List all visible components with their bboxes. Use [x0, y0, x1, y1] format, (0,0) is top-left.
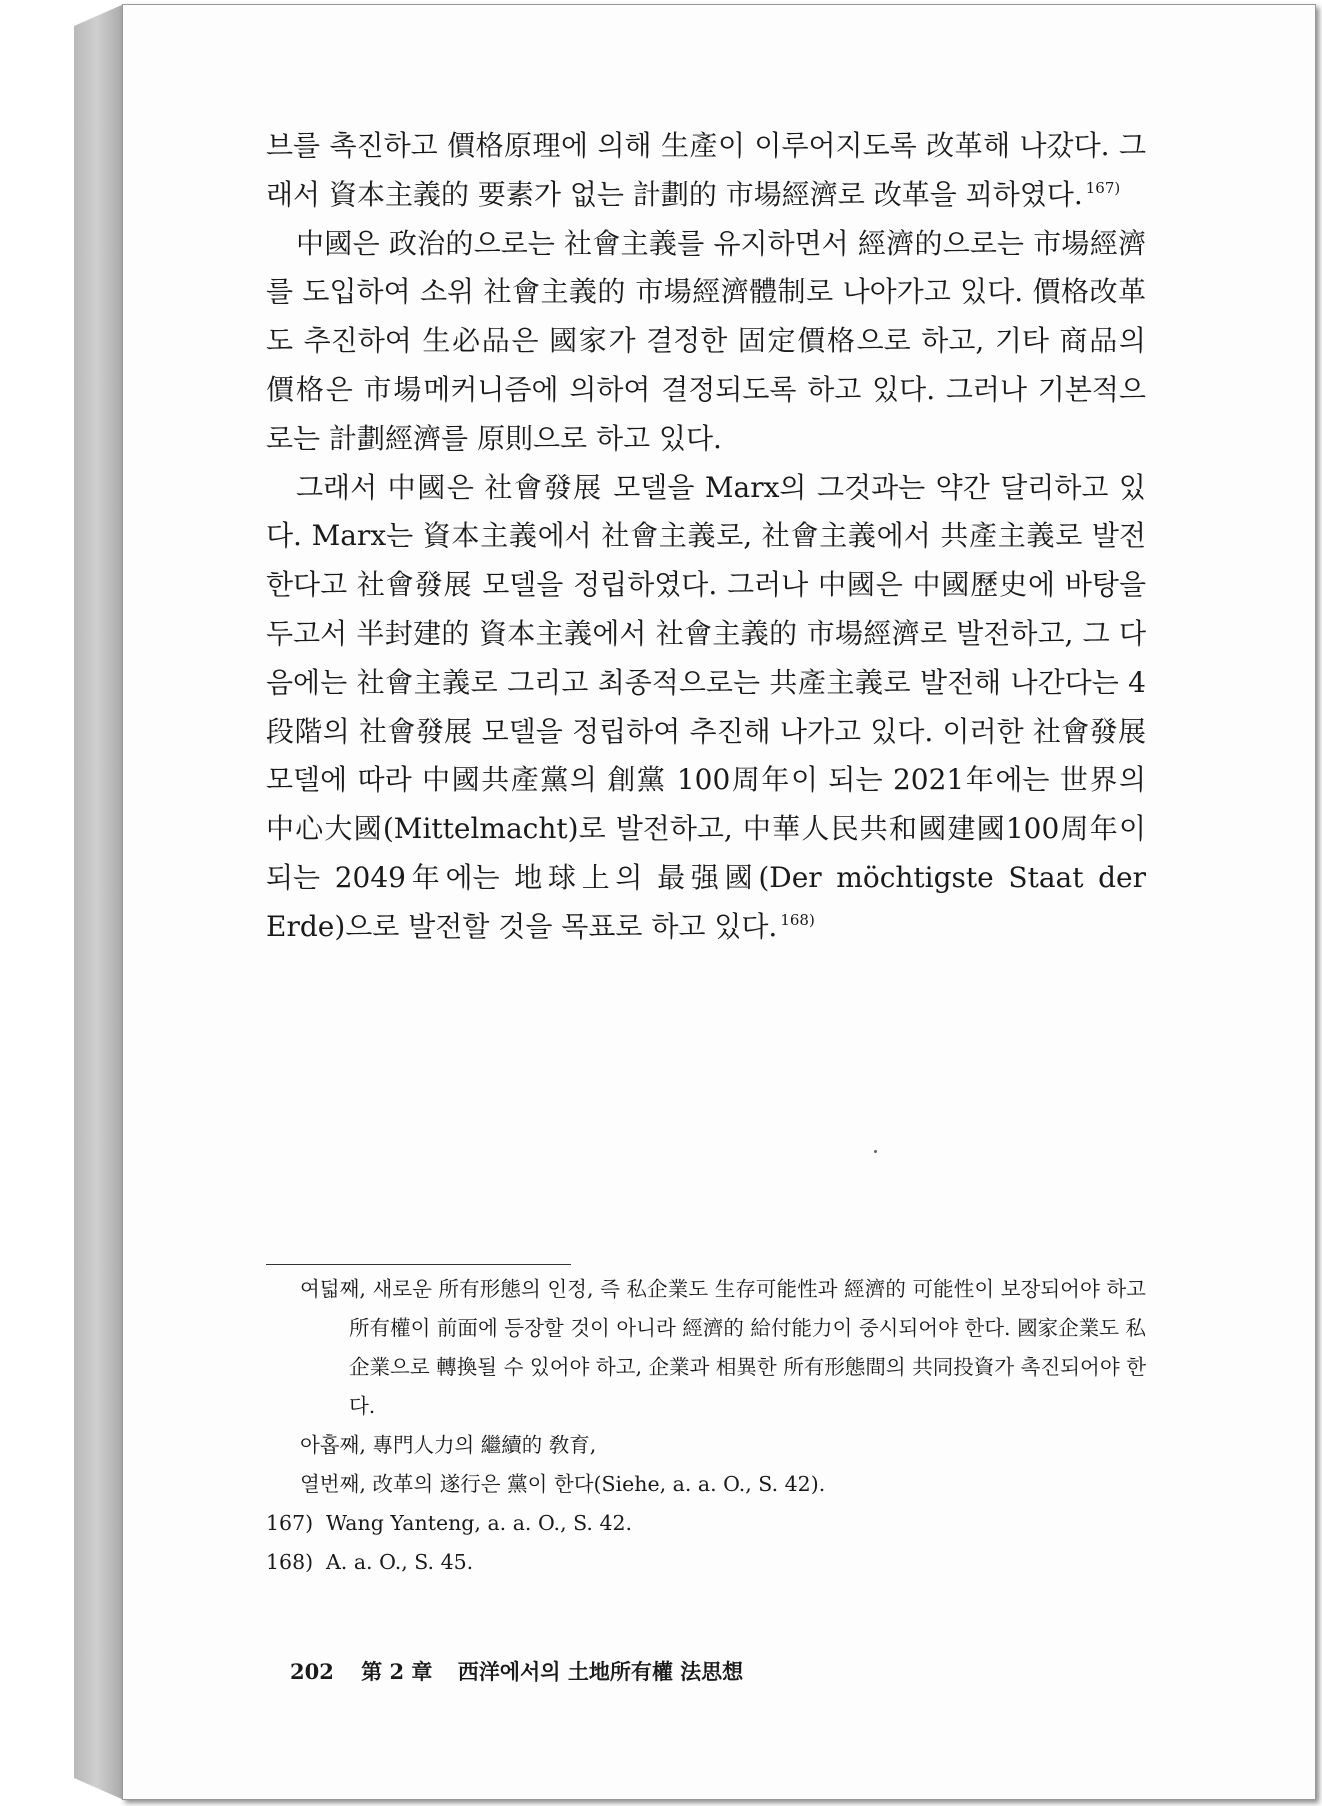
footnote-marker-168: 168) — [780, 910, 815, 929]
footnote-citation: A. a. O., S. 45. — [326, 1550, 474, 1574]
paragraph-text: 그래서 中國은 社會發展 모델을 Marx의 그것과는 약간 달리하고 있다. Marx는 資本主義에서 社會主義로, 社會主義에서 共產主義로 발전한다고 社會發展 모델을 정립하였다. 그러나 中國은 中國歷史에 바탕을 두고서 半封建的 資本主義에서 社會主義的 市場經濟로 발전하고, 그 다음에는 社會主義로 그리고 최종적으로는 共產主義로 발전해 나간다는 4段階의 社會發展 모델을 정립하여 추진해 나가고 있다. 이러한 社會發展 모델에 따라 中國共產黨의 創黨 100周年이 되는 2021年에는 世界의 中心大國(Mittelmacht)로 발전하고, 中華人民共和國建國100周年이 되는 2049年에는 地球上의 最强國(Der möchtigste Staat der Erde)으로 발전할 것을 목표로 하고 있다. — [266, 470, 1146, 943]
body-paragraph-1 — [266, 122, 1146, 220]
paragraph-text: 中國은 政治的으로는 社會主義를 유지하면서 經濟的으로는 市場經濟를 도입하여 소위 社會主義的 市場經濟體制로 나아가고 있다. 價格改革도 추진하여 生必品은 國家가 결정한 固定價格으로 하고, 기타 商品의 價格은 市場메커니즘에 의하여 결정되도록 하고 있다. 그러나 기본적으로는 計劃經濟를 原則으로 하고 있다. — [266, 226, 1146, 455]
footnote-number: 168) — [266, 1550, 314, 1574]
footnote-168 — [266, 1543, 1146, 1582]
footnote-list-item-9: 아홉째, 專門人力의 繼續的 敎育, — [300, 1433, 597, 1457]
footnote-167 — [266, 1504, 1146, 1543]
footnote-marker-167: 167) — [1085, 178, 1121, 197]
page-body — [266, 122, 1146, 952]
scan-speck — [874, 1150, 877, 1153]
footnote-list-item-10: 열번째, 改革의 遂行은 黨이 한다(Siehe, a. a. O., S. 42). — [300, 1472, 826, 1496]
footnote-number: 167) — [266, 1511, 314, 1535]
chapter-title: 西洋에서의 土地所有權 法思想 — [457, 1659, 744, 1684]
chapter-label: 第 2 章 — [361, 1659, 433, 1684]
body-paragraph-3 — [266, 464, 1146, 952]
paragraph-text: 브를 촉진하고 價格原理에 의해 生產이 이루어지도록 改革해 나갔다. 그래서 資本主義的 要素가 없는 計劃的 市場經濟로 改革을 꾀하였다. — [266, 129, 1146, 211]
page-number: 202 — [290, 1659, 334, 1684]
footnotes — [266, 1270, 1146, 1582]
book-spine-edge — [74, 4, 124, 1800]
footnote-citation: Wang Yanteng, a. a. O., S. 42. — [326, 1511, 633, 1535]
body-paragraph-2 — [266, 220, 1146, 464]
footnote-list-item-8: 여덟째, 새로운 所有形態의 인정, 즉 私企業도 生存可能性과 經濟的 可能性이 보장되어야 하고 所有權이 前面에 등장할 것이 아니라 經濟的 給付能力이 중시되어야 한다. 國家企業도 私企業으로 轉換될 수 있어야 하고, 企業과 相異한 所有形態間의 共同投資가 촉진되어야 한다. — [300, 1277, 1146, 1418]
footnote-divider — [266, 1264, 571, 1265]
running-footer — [290, 1656, 743, 1686]
